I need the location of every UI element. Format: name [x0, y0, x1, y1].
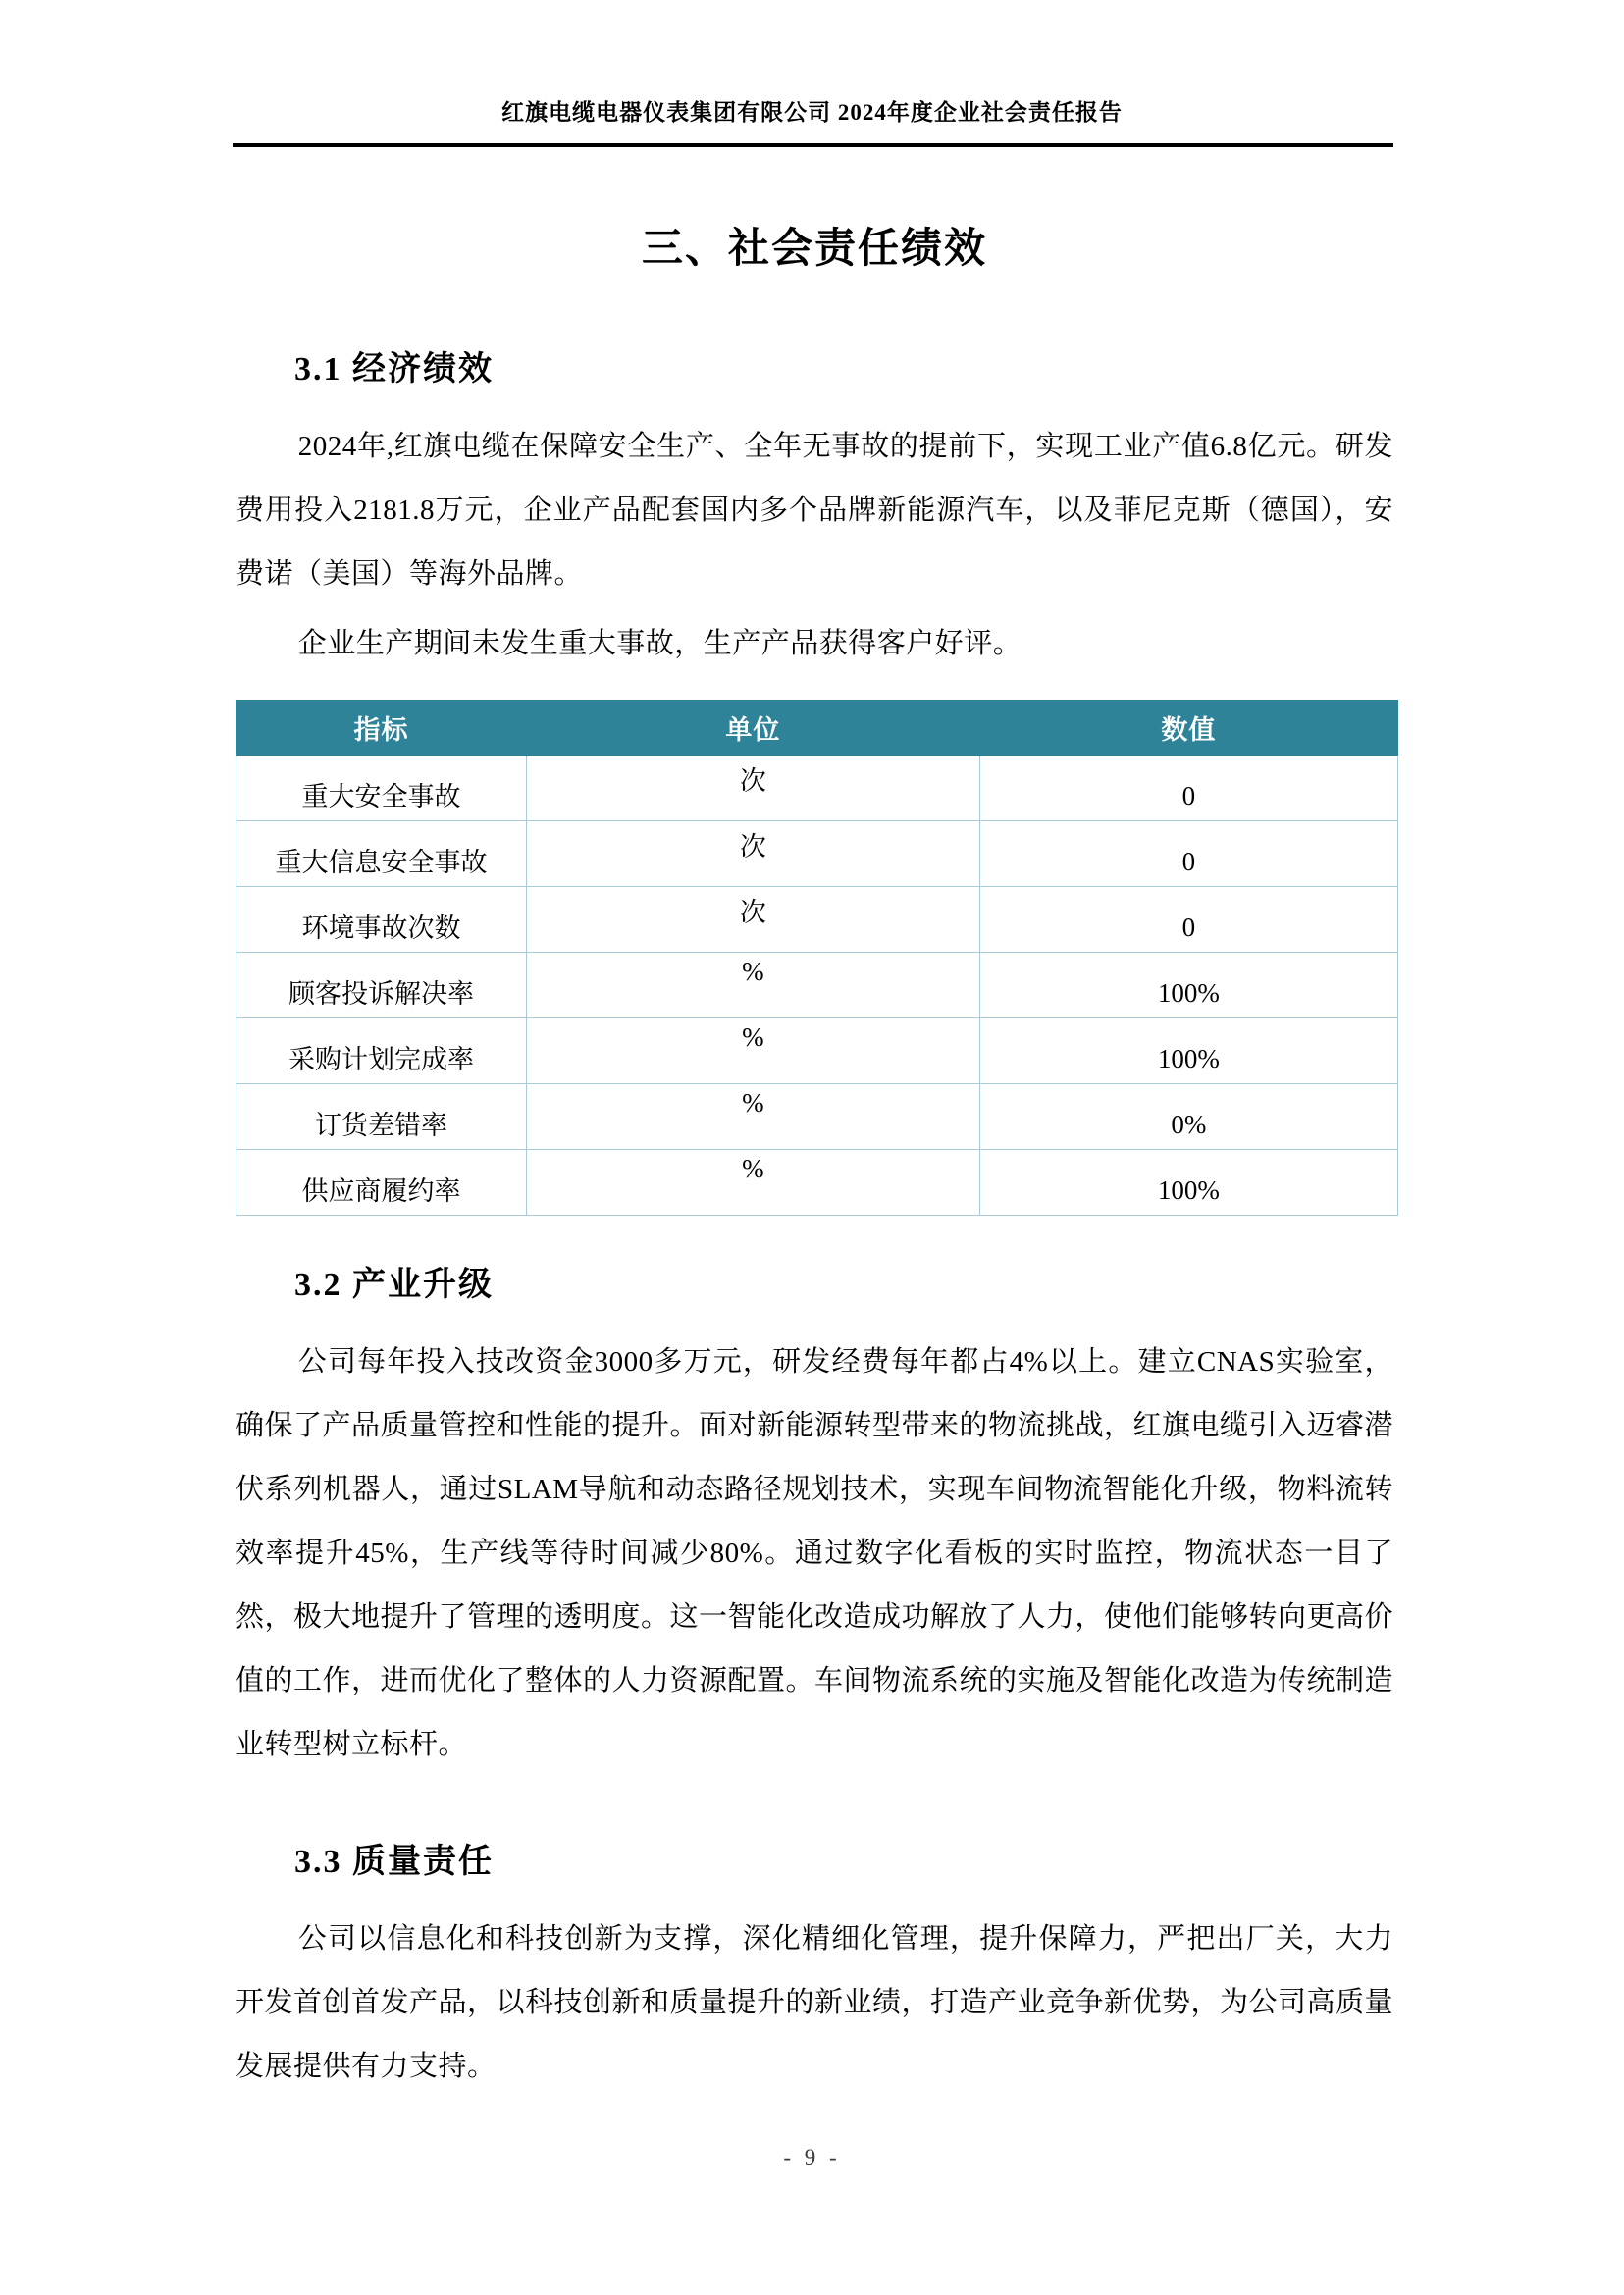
metric-unit-cell: 次 — [527, 821, 980, 887]
metric-name-cell: 重大信息安全事故 — [236, 821, 527, 887]
metrics-table-header — [236, 701, 1398, 756]
metric-value-cell: 100% — [979, 1018, 1397, 1084]
header-divider — [233, 143, 1393, 147]
metric-value-cell: 100% — [979, 1150, 1397, 1216]
metric-value-cell: 100% — [979, 953, 1397, 1018]
metric-unit-cell: 次 — [527, 756, 980, 821]
table-row — [236, 953, 1398, 1018]
metric-unit-cell: % — [527, 1018, 980, 1084]
section-heading-3-1: 3.1 经济绩效 — [294, 351, 494, 388]
metric-value-cell: 0 — [979, 821, 1397, 887]
metric-name-cell: 采购计划完成率 — [236, 1018, 527, 1084]
paragraph: 2024年,红旗电缆在保障安全生产、全年无事故的提前下，实现工业产值6.8亿元。研发费用投入2181.8万元，企业产品配套国内多个品牌新能源汽车，以及菲尼克斯（德国），安费诺（美国）等海外品牌。 — [236, 431, 1393, 590]
column-header-unit: 单位 — [527, 701, 980, 756]
column-header-value: 数值 — [979, 701, 1397, 756]
page-title: 三、社会责任绩效 — [641, 227, 987, 272]
metric-name-cell: 供应商履约率 — [236, 1150, 527, 1216]
metric-name-cell: 重大安全事故 — [236, 756, 527, 821]
table-row — [236, 1018, 1398, 1084]
metric-name-cell: 顾客投诉解决率 — [236, 953, 527, 1018]
metric-unit-cell: 次 — [527, 887, 980, 953]
column-header-indicator: 指标 — [236, 701, 527, 756]
page-number: - 9 - — [783, 2145, 841, 2169]
metric-name-cell: 订货差错率 — [236, 1084, 527, 1150]
metric-unit-cell: % — [527, 1084, 980, 1150]
metrics-table-body — [236, 756, 1398, 1216]
table-row — [236, 1150, 1398, 1216]
metrics-table — [236, 700, 1398, 1216]
section-heading-3-3: 3.3 质量责任 — [294, 1844, 494, 1880]
table-row — [236, 756, 1398, 821]
metric-value-cell: 0 — [979, 756, 1397, 821]
table-row — [236, 821, 1398, 887]
metric-unit-cell: % — [527, 953, 980, 1018]
metric-name-cell: 环境事故次数 — [236, 887, 527, 953]
section-heading-3-2: 3.2 产业升级 — [294, 1267, 494, 1303]
metric-value-cell: 0 — [979, 887, 1397, 953]
paragraph: 公司每年投入技改资金3000多万元，研发经费每年都占4%以上。建立CNAS实验室，确保了产品质量管控和性能的提升。面对新能源转型带来的物流挑战，红旗电缆引入迈睿潜伏系列机器人，通过SLAM导航和动态路径规划技术，实现车间物流智能化升级，物料流转效率提升45%，生产线等待时间减少80%。通过数字化看板的实时监控，物流状态一目了然，极大地提升了管理的透明度。这一智能化改造成功解放了人力，使他们能够转向更高价值的工作，进而优化了整体的人力资源配置。车间物流系统的实施及智能化改造为传统制造业转型树立标杆。 — [236, 1346, 1394, 1760]
table-row — [236, 1084, 1398, 1150]
page-content — [236, 196, 1393, 2099]
report-header: 红旗电缆电器仪表集团有限公司 2024年度企业社会责任报告 — [501, 100, 1123, 125]
metric-unit-cell: % — [527, 1150, 980, 1216]
table-row — [236, 887, 1398, 953]
metric-value-cell: 0% — [979, 1084, 1397, 1150]
table-header-row — [236, 701, 1398, 756]
paragraph: 公司以信息化和科技创新为支撑，深化精细化管理，提升保障力，严把出厂关，大力开发首创首发产品，以科技创新和质量提升的新业绩，打造产业竞争新优势，为公司高质量发展提供有力支持。 — [236, 1923, 1394, 2082]
paragraph: 企业生产期间未发生重大事故，生产产品获得客户好评。 — [297, 628, 1022, 659]
